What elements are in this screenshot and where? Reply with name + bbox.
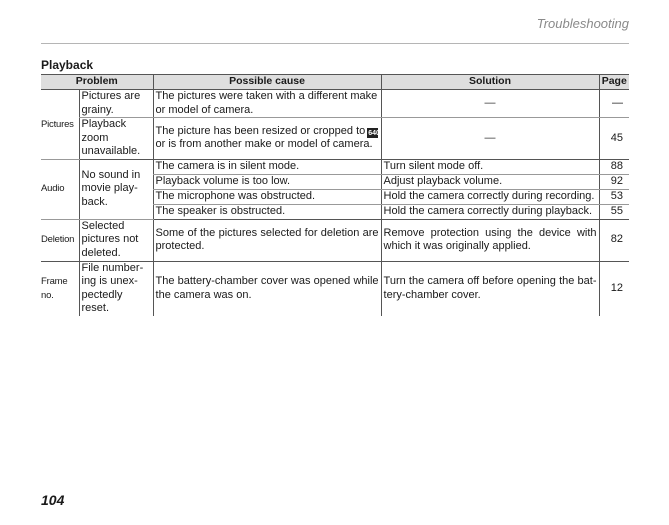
category-pictures: Pictures: [41, 90, 79, 160]
troubleshooting-table: [41, 74, 629, 316]
cause-cell: The microphone was obstructed.: [153, 189, 381, 204]
cause-cell: Some of the pictures selected for deletion are protected.: [153, 219, 381, 261]
header-cause: Possible cause: [153, 75, 381, 90]
header-problem: Problem: [41, 75, 153, 90]
category-frame-no: Frame no.: [41, 276, 68, 301]
category-audio: Audio: [41, 159, 79, 219]
page-cell: 88: [599, 159, 629, 174]
category-deletion: Deletion: [41, 219, 79, 261]
cause-cell: The battery-chamber cover was opened while the camera was on.: [153, 261, 381, 316]
page-cell: 12: [599, 261, 629, 316]
page-cell: —: [599, 90, 629, 118]
table-row: [41, 219, 629, 261]
solution-cell: Hold the camera correctly during playback.: [381, 204, 599, 219]
table-row: [41, 159, 629, 174]
solution-cell: Hold the camera correctly during recording.: [381, 189, 599, 204]
page-number: 104: [41, 492, 65, 508]
cause-text: The picture has been resized or cropped to: [155, 124, 366, 137]
solution-cell: Turn the camera off before opening the bat-tery-chamber cover.: [381, 261, 599, 316]
problem-cell: Playback zoom unavailable.: [79, 118, 153, 160]
solution-cell: Remove protection using the device with which it was originally applied.: [381, 219, 599, 261]
page-cell: 45: [599, 118, 629, 160]
solution-cell: —: [381, 118, 599, 160]
table-header-row: [41, 75, 629, 90]
solution-cell: —: [381, 90, 599, 118]
cause-cell: Playback volume is too low.: [153, 174, 381, 189]
page-cell: 53: [599, 189, 629, 204]
image-size-icon: 640: [368, 129, 380, 137]
problem-cell: No sound in movie play-back.: [79, 159, 153, 219]
header-solution: Solution: [381, 75, 599, 90]
problem-cell: Pictures are grainy.: [79, 90, 153, 118]
cause-cell: [153, 118, 381, 160]
problem-cell: Selected pictures not deleted.: [79, 219, 153, 261]
solution-cell: Adjust playback volume.: [381, 174, 599, 189]
section-title: Playback: [41, 58, 94, 72]
header-rule: [41, 43, 629, 44]
running-head: Troubleshooting: [536, 16, 629, 31]
table-row: [41, 90, 629, 118]
cause-cell: The camera is in silent mode.: [153, 159, 381, 174]
cause-text: or is from another make or model of camera.: [155, 138, 373, 151]
page-cell: 92: [599, 174, 629, 189]
solution-cell: Turn silent mode off.: [381, 159, 599, 174]
page-cell: 82: [599, 219, 629, 261]
problem-cell: File number-ing is unex-pectedly reset.: [79, 261, 153, 316]
table-row: [41, 261, 629, 316]
cause-cell: The speaker is obstructed.: [153, 204, 381, 219]
table-row: [41, 118, 629, 160]
cause-cell: The pictures were taken with a different make or model of camera.: [153, 90, 381, 118]
page-cell: 55: [599, 204, 629, 219]
header-page: Page: [599, 75, 629, 90]
